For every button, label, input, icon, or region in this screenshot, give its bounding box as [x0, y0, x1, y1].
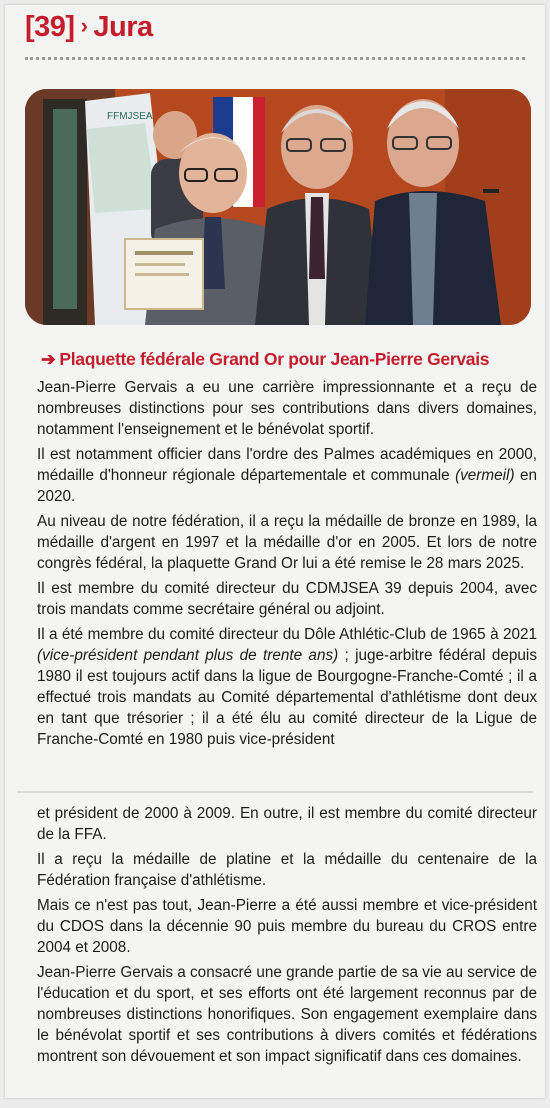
paragraph-1: Jean-Pierre Gervais a eu une carrière impressionnante et a reçu de nombreuses distinctions pour ses contributions dans divers domaines, notamment l'enseignement et le bénévolat sportif.: [37, 379, 537, 438]
paragraph-2: Il est notamment officier dans l'ordre des Palmes académiques en 2000, médaille d'honneur régionale départementale et communale (vermeil) en 2020.: [37, 446, 537, 505]
paragraph-5: Il a été membre du comité directeur du Dôle Athlétic-Club de 1965 à 2021 (vice-président pendant plus de trente ans) ; juge-arbitre fédéral depuis 1980 il est toujours actif dans la ligue de Bourgogne-Franche-Comté ; il a effectué trois mandats au Comité départemental d'athlétisme dont deux en tant que trésorier ; il a été élu au comité directeur de la Ligue de Franche-Comté en 1980 puis vice-président: [37, 626, 537, 748]
dotted-divider: [25, 57, 525, 60]
chevron-right-icon: ›: [80, 13, 88, 38]
paragraph-4: Il est membre du comité directeur du CDMJSEA 39 depuis 2004, avec trois mandats comme secrétaire général ou adjoint.: [37, 580, 537, 618]
arrow-right-icon: ➔: [41, 349, 56, 369]
paragraph-6: et président de 2000 à 2009. En outre, il est membre du comité directeur de la FFA.: [37, 805, 537, 843]
paragraph-8: Mais ce n'est pas tout, Jean-Pierre a été aussi membre et vice-président du CDOS dans la décennie 90 puis membre du bureau du CROS entre 2004 et 2008.: [37, 897, 537, 956]
banner-logo-text: FFMJSEA: [107, 111, 153, 122]
article-column-2: [37, 803, 537, 1071]
article-title: [41, 349, 489, 370]
department-number: [39]: [25, 11, 75, 43]
flag-red: [253, 97, 265, 207]
department-name: Jura: [93, 11, 153, 43]
paragraph-3: Au niveau de notre fédération, il a reçu la médaille de bronze en 1989, la médaille d'argent en 1997 et la médaille d'or en 2005. Et lors de notre congrès fédéral, la plaquette Grand Or lui a été remise le 28 mars 2025.: [37, 513, 537, 572]
award-photo: [25, 89, 531, 325]
paragraph-7: Il a reçu la médaille de platine et la médaille du centenaire de la Fédération française d'athlétisme.: [37, 851, 537, 889]
column-break: [17, 791, 533, 793]
paragraph-9: Jean-Pierre Gervais a consacré une grande partie de sa vie au service de l'éducation et du sport, et ses efforts ont été largement reconnus par de nombreuses distinctions honorifiques. Son engagement exemplaire dans le bénévolat sportif et ses contributions à divers comités et fédérations montrent son dévouement et son impact significatif dans ces domaines.: [37, 964, 537, 1065]
article-title-text: Plaquette fédérale Grand Or pour Jean-Pierre Gervais: [59, 349, 490, 369]
section-header: [25, 11, 153, 44]
article-column-1: [37, 377, 537, 754]
magazine-page: [5, 5, 545, 1098]
photo-illustration: [25, 89, 531, 325]
